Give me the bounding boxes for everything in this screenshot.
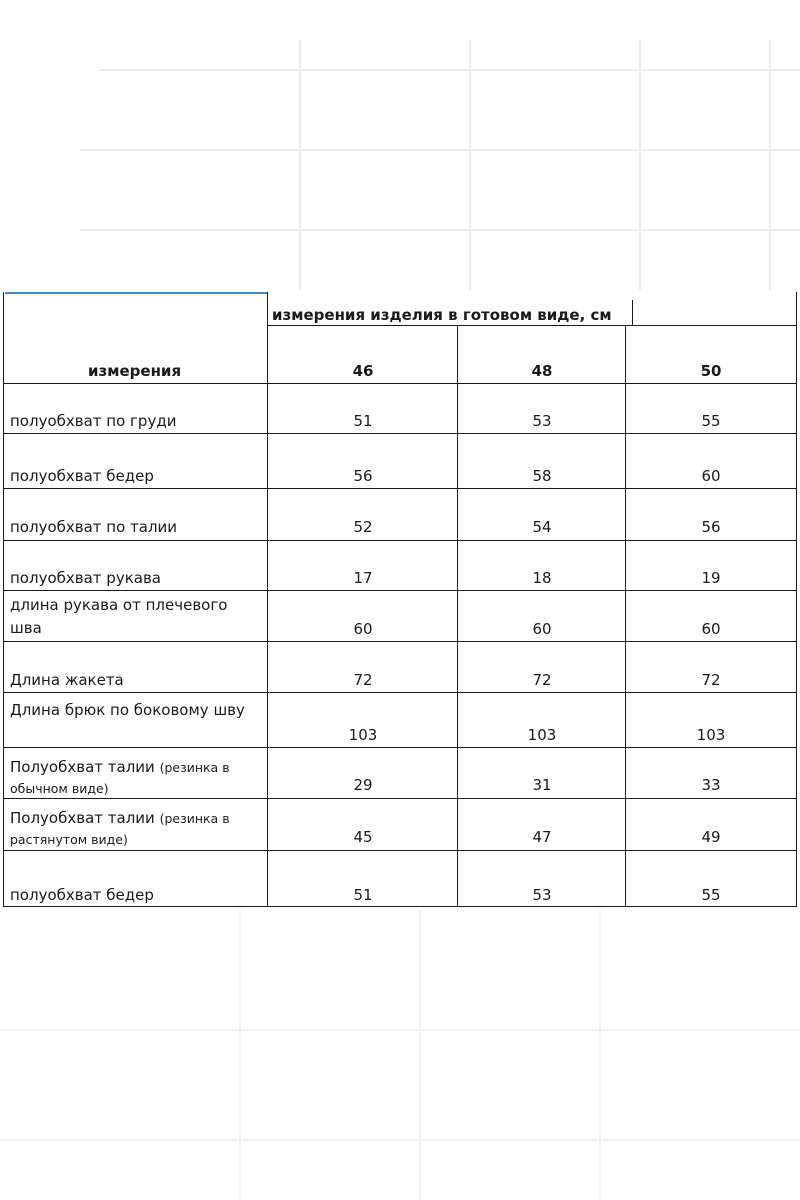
value-cell: 60 — [701, 620, 721, 638]
value-cell: 19 — [701, 569, 721, 587]
row-rule — [3, 850, 797, 851]
row-label-wrap — [10, 808, 260, 850]
row-label: Полуобхват талии — [10, 809, 155, 827]
value-cell: 51 — [353, 886, 373, 904]
row-label: длина рукава от плечевого шва — [10, 596, 228, 637]
value-cell: 60 — [353, 620, 373, 638]
row-rule — [3, 383, 797, 384]
row-rule — [3, 692, 797, 693]
value-cell: 72 — [701, 671, 721, 689]
value-cell: 29 — [353, 776, 373, 794]
row-rule — [3, 433, 797, 434]
column-rule — [267, 292, 268, 907]
value-cell: 52 — [353, 518, 373, 536]
value-cell: 60 — [532, 620, 552, 638]
faded-background-top — [0, 0, 800, 290]
row-rule — [3, 641, 797, 642]
row-header: измерения — [88, 362, 182, 380]
value-cell: 60 — [701, 467, 721, 485]
value-cell: 55 — [701, 886, 721, 904]
value-cell: 18 — [532, 569, 552, 587]
value-cell: 58 — [532, 467, 552, 485]
column-rule — [632, 300, 633, 325]
row-rule — [3, 590, 797, 591]
size-header-46: 46 — [352, 362, 374, 380]
row-label-wrap — [10, 757, 265, 799]
value-cell: 56 — [353, 467, 373, 485]
row-label: Полуобхват талии — [10, 758, 155, 776]
value-cell: 51 — [353, 412, 373, 430]
value-cell: 72 — [353, 671, 373, 689]
row-rule — [3, 488, 797, 489]
value-cell: 45 — [353, 828, 373, 846]
faded-background-bottom — [0, 910, 800, 1200]
value-cell: 72 — [532, 671, 552, 689]
row-label: полуобхват по талии — [10, 518, 178, 536]
value-cell: 56 — [701, 518, 721, 536]
row-note: (резинка в растянутом виде) — [10, 811, 230, 847]
value-cell: 31 — [532, 776, 552, 794]
value-cell: 103 — [696, 726, 726, 744]
value-cell: 49 — [701, 828, 721, 846]
row-label: Длина брюк по боковому шву — [10, 701, 245, 719]
table-left-edge — [3, 292, 4, 907]
size-header-48: 48 — [531, 362, 553, 380]
value-cell: 103 — [527, 726, 557, 744]
table-right-edge — [796, 292, 797, 907]
row-label: Длина жакета — [10, 671, 124, 689]
value-cell: 55 — [701, 412, 721, 430]
value-cell: 47 — [532, 828, 552, 846]
value-cell: 17 — [353, 569, 373, 587]
value-cell: 53 — [532, 886, 552, 904]
row-rule — [3, 540, 797, 541]
size-header-50: 50 — [700, 362, 722, 380]
selection-accent-line — [5, 292, 267, 294]
row-rule — [3, 747, 797, 748]
value-cell: 103 — [348, 726, 378, 744]
value-cell: 33 — [701, 776, 721, 794]
value-cell: 54 — [532, 518, 552, 536]
row-label: полуобхват бедер — [10, 467, 154, 485]
row-note: (резинка в обычном виде) — [10, 760, 230, 796]
row-label: полуобхват по груди — [10, 412, 177, 430]
row-label: полуобхват рукава — [10, 569, 161, 587]
row-label: полуобхват бедер — [10, 886, 154, 904]
group-header: измерения изделия в готовом виде, см — [272, 306, 612, 324]
header-rule — [267, 325, 797, 326]
value-cell: 53 — [532, 412, 552, 430]
